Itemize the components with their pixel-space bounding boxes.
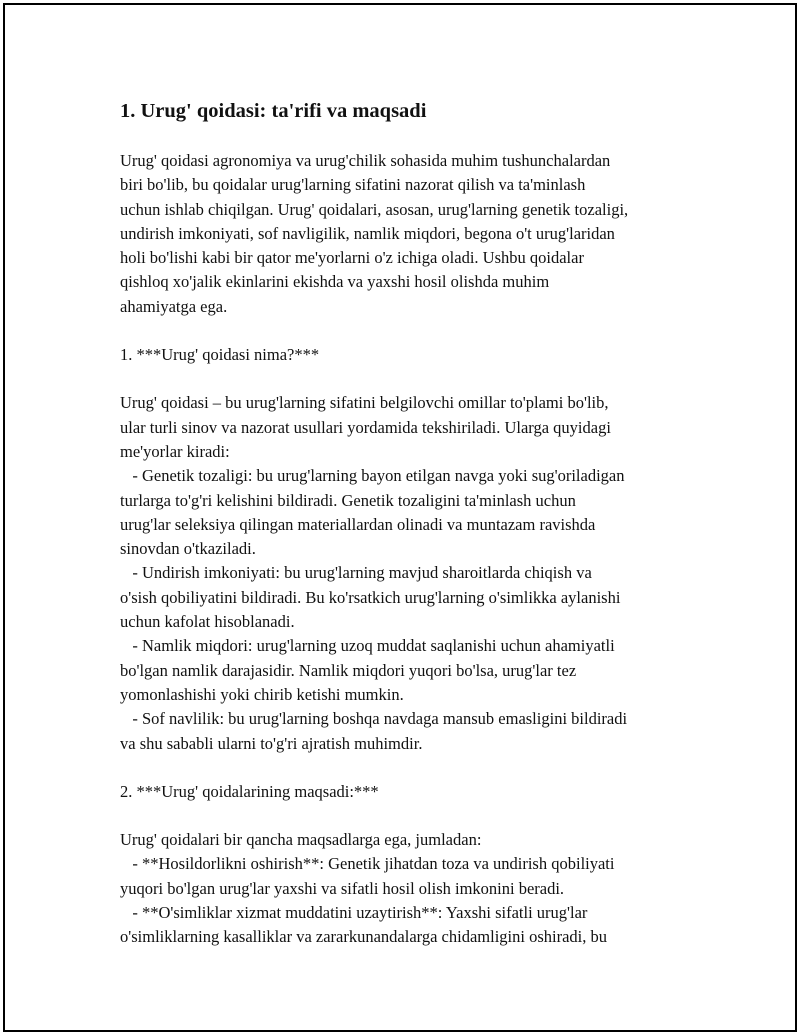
purpose-section — [120, 828, 700, 949]
text-line: ular turli sinov va nazorat usullari yordamida tekshiriladi. Ularga quyidagi — [120, 417, 611, 437]
document-content — [120, 97, 700, 974]
text-line: - **O'simliklar xizmat muddatini uzaytirish**: Yaxshi sifatli urug'lar — [120, 903, 588, 923]
text-line: o'simliklarning kasalliklar va zararkunandalarga chidamligini oshiradi, bu — [120, 927, 607, 947]
text-line: - **Hosildorlikni oshirish**: Genetik jihatdan toza va undirish qobiliyati — [120, 854, 615, 874]
text-line: undirish imkoniyati, sof navligilik, namlik miqdori, begona o't urug'laridan — [120, 223, 615, 243]
page-title: 1. Urug' qoidasi: ta'rifi va maqsadi — [120, 100, 427, 122]
text-line: Urug' qoidasi – bu urug'larning sifatini belgilovchi omillar to'plami bo'lib, — [120, 393, 609, 413]
text-line: bo'lgan namlik darajasidir. Namlik miqdori yuqori bo'lsa, urug'lar tez — [120, 660, 577, 680]
text-line: uchun kafolat hisoblanadi. — [120, 612, 295, 632]
definition-section — [120, 391, 700, 755]
text-line: Urug' qoidasi agronomiya va urug'chilik sohasida muhim tushunchalardan — [120, 151, 611, 170]
text-line: - Genetik tozaligi: bu urug'larning bayon etilgan navga yoki sug'oriladigan — [120, 466, 625, 486]
text-line: holi bo'lishi kabi bir qator me'yorlarni o'z ichiga oladi. Ushbu qoidalar — [120, 248, 584, 268]
text-line: qishloq xo'jalik ekinlarini ekishda va yaxshi hosil olishda muhim — [120, 272, 550, 292]
text-line: turlarga to'g'ri kelishini bildiradi. Genetik tozaligini ta'minlash uchun — [120, 490, 576, 510]
text-line: yuqori bo'lgan urug'lar yaxshi va sifatli hosil olish imkonini beradi. — [120, 878, 565, 898]
text-line: biri bo'lib, bu qoidalar urug'larning sifatini nazorat qilish va ta'minlash — [120, 175, 586, 195]
text-line: - Sof navlilik: bu urug'larning boshqa navdaga mansub emasligini bildiradi — [120, 709, 628, 729]
document-page — [3, 3, 797, 1032]
text-line: - Namlik miqdori: urug'larning uzoq muddat saqlanishi uchun ahamiyatli — [120, 636, 615, 656]
text-line: - Undirish imkoniyati: bu urug'larning mavjud sharoitlarda chiqish va — [120, 563, 592, 583]
text-line: o'sish qobiliyatini bildiradi. Bu ko'rsatkich urug'larning o'simlikka aylanishi — [120, 587, 621, 607]
text-line: sinovdan o'tkaziladi. — [120, 539, 256, 559]
document-body — [120, 149, 700, 950]
text-line: me'yorlar kiradi: — [120, 441, 230, 461]
text-line: 1. ***Urug' qoidasi nima?*** — [120, 345, 320, 365]
intro-paragraph — [120, 149, 700, 319]
subheading-2 — [120, 780, 700, 804]
text-line: va shu sababli ularni to'g'ri ajratish muhimdir. — [120, 733, 423, 753]
text-line: yomonlashishi yoki chirib ketishi mumkin. — [120, 684, 404, 704]
text-line: ahamiyatga ega. — [120, 296, 228, 316]
text-line: urug'lar seleksiya qilingan materiallardan olinadi va muntazam ravishda — [120, 514, 596, 534]
text-line: uchun ishlab chiqilgan. Urug' qoidalari, asosan, urug'larning genetik tozaligi, — [120, 199, 629, 219]
text-line: 2. ***Urug' qoidalarining maqsadi:*** — [120, 781, 379, 801]
text-line: Urug' qoidalari bir qancha maqsadlarga ega, jumladan: — [120, 830, 482, 850]
subheading-1 — [120, 343, 700, 367]
